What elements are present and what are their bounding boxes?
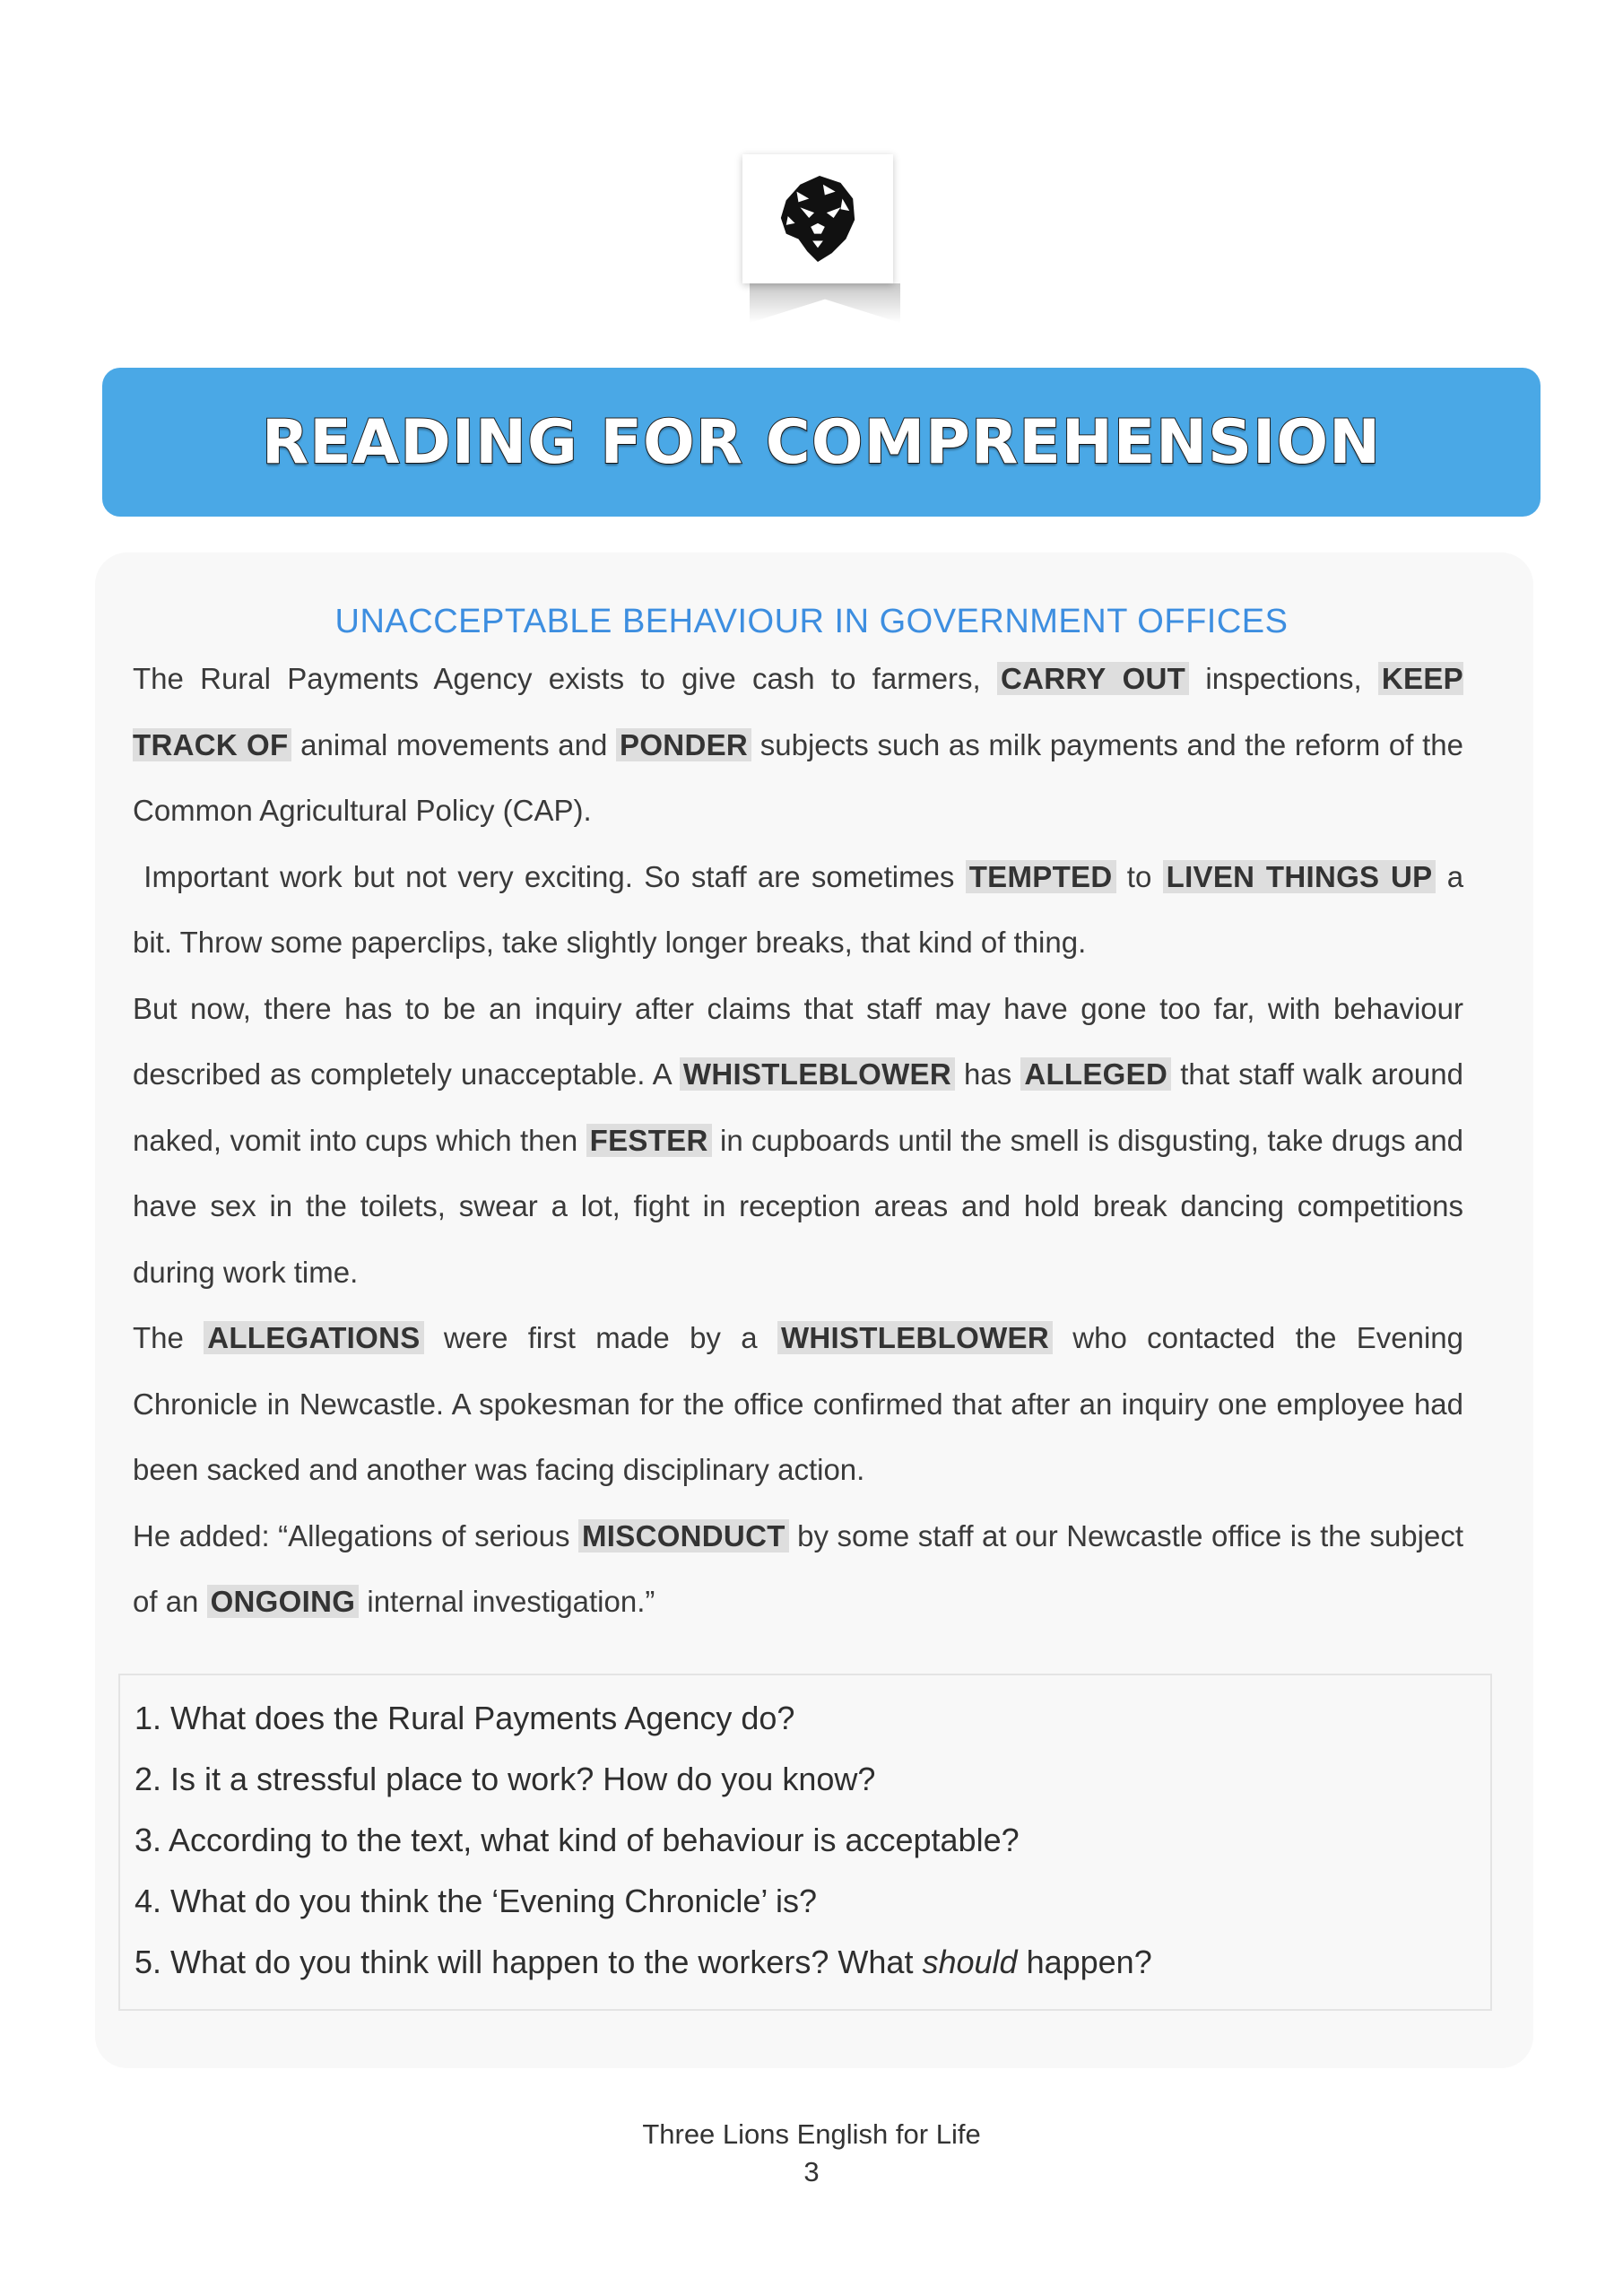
question-item: 2. Is it a stressful place to work? How do you know? [135, 1761, 876, 1797]
keyword: KEEP TRACK OF [133, 662, 1463, 761]
article-title: UNACCEPTABLE BEHAVIOUR IN GOVERNMENT OFFICES [334, 603, 1289, 640]
text-run: by some staff at our Newcastle office is the subject of an [133, 1518, 1464, 1618]
question-list [120, 1675, 1490, 1993]
question-item: 4. What do you think the ‘Evening Chronicle’ is? [135, 1883, 818, 1919]
article-body [133, 646, 1463, 1635]
keyword: LIVEN THINGS UP [1163, 860, 1436, 893]
text-run: He added: “Allegations of serious [133, 1518, 570, 1552]
text-run: But now, there has to be an inquiry after claims that staff may have gone too far, with behaviour described as completely unacceptable. A [133, 991, 1463, 1091]
text-run: internal investigation.” [367, 1585, 655, 1618]
article-paragraph [133, 976, 1463, 1306]
keyword: FESTER [586, 1124, 712, 1157]
keyword: ALLEGATIONS [204, 1321, 423, 1354]
questions-box [118, 1674, 1492, 2011]
keyword: PONDER [616, 728, 751, 761]
footer-brand: Three Lions English for Life [642, 2118, 981, 2150]
keyword: MISCONDUCT [578, 1519, 789, 1552]
logo-shadow [750, 283, 900, 323]
keyword: ONGOING [207, 1585, 360, 1618]
question-item [135, 1932, 1490, 1993]
banner-title: READING FOR COMPREHENSION [261, 406, 1382, 478]
text-run: animal movements and [300, 727, 608, 761]
text-run: to [1126, 859, 1152, 893]
text-run: subjects such as milk payments and the reform of the Common Agricultural Policy (CAP). [133, 727, 1463, 827]
keyword: CARRY OUT [997, 662, 1189, 695]
question-item: 3. According to the text, what kind of behaviour is acceptable? [135, 1822, 1020, 1858]
text-run: that staff walk around naked, vomit into cups which then [133, 1057, 1463, 1157]
question-item: 1. What does the Rural Payments Agency do? [135, 1700, 795, 1736]
page-number: 3 [803, 2156, 820, 2187]
text-run: The Rural Payments Agency exists to give cash to farmers, [133, 662, 981, 695]
text-run: in cupboards until the smell is disgusting, take drugs and have sex in the toilets, swear a lot, fight in reception areas and hold break dancing competitions during work time. [133, 1123, 1464, 1289]
article-paragraph [133, 1503, 1463, 1635]
text-run: The [133, 1321, 184, 1354]
logo-card [742, 154, 893, 283]
keyword: ALLEGED [1020, 1057, 1171, 1091]
question-text: 5. What do you think will happen to the workers? What [135, 1944, 914, 1980]
text-run: who contacted the Evening Chronicle in Newcastle. A spokesman for the office confirmed that after an inquiry one employee had been sacked and another was facing disciplinary action. [133, 1321, 1464, 1486]
lion-head-icon [774, 172, 862, 265]
text-run: has [964, 1057, 1012, 1091]
text-run: inspections, [1205, 662, 1362, 695]
text-run: a bit. Throw some paperclips, take slightly longer breaks, that kind of thing. [133, 859, 1464, 959]
article-paragraph [133, 844, 1463, 976]
keyword: WHISTLEBLOWER [680, 1057, 955, 1091]
keyword: TEMPTED [966, 860, 1116, 893]
title-banner [102, 368, 1541, 517]
text-run: Important work but not very exciting. So staff are sometimes [143, 859, 955, 893]
question-text: happen? [1026, 1944, 1152, 1980]
question-emphasis: should [922, 1944, 1018, 1980]
text-run: were first made by a [443, 1321, 758, 1354]
keyword: WHISTLEBLOWER [777, 1321, 1053, 1354]
article-paragraph [133, 1305, 1463, 1503]
article-paragraph [133, 646, 1463, 844]
